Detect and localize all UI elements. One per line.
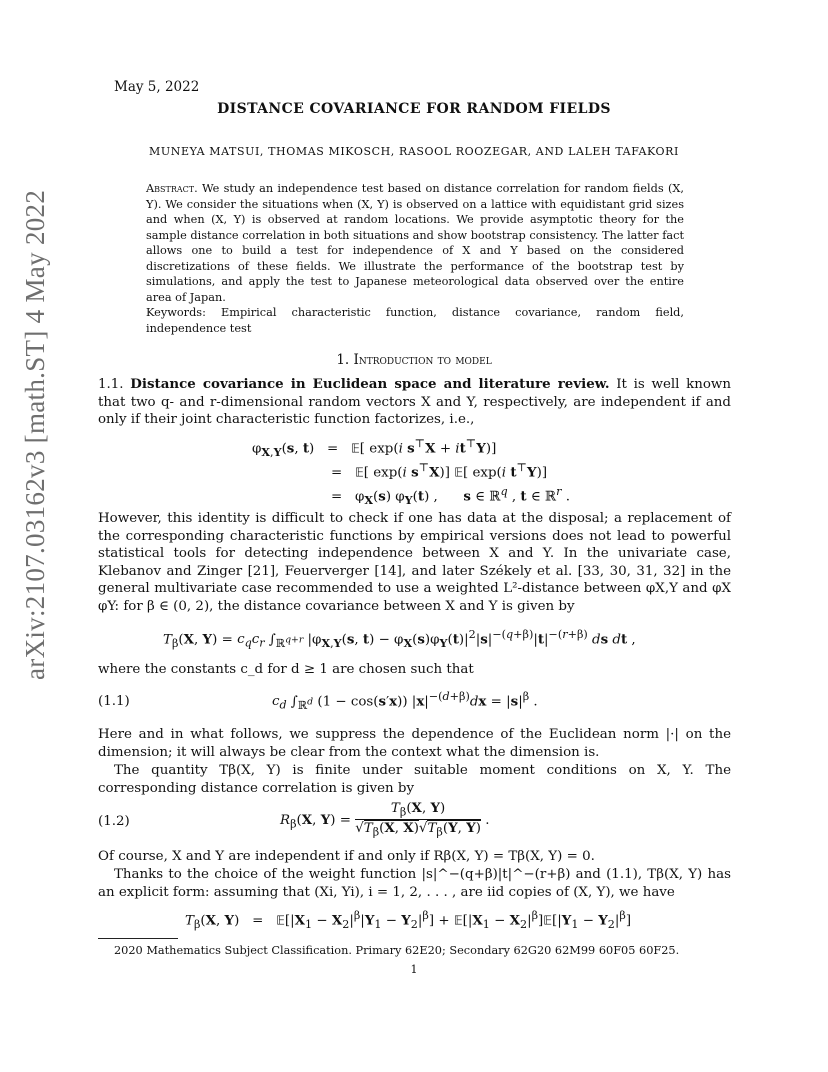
footnote-msc: 2020 Mathematics Subject Classification. Primary 62E20; Secondary 62G20 62M99 60F05 60F25. — [114, 944, 680, 957]
equation-1-1: $c_d$ $\int_{ℝ^d}$ (1 − cos(s′x)) $|x|^{-(d+\beta)}dx = |s|^\beta$ . — [272, 690, 538, 713]
arxiv-identifier: arXiv:2107.03162v3 [math.ST] 4 May 2022 — [20, 189, 50, 680]
subsection-lead-text: It is well known that two q- and r-dimensional random vectors X and Y, respectively, are independent if and only if their joint characteristic function factorizes, i.e., — [98, 377, 732, 427]
equation-number-1-2: (1.2) — [98, 814, 130, 829]
paragraph-distance-covariance-intro: However, this identity is difficult to check if one has data at the disposal; a replacement of the corresponding characteristic functions by empirical versions does not lead to powerful statistical tools for detecting independence between X and Y. In the univariate case, Klebanov and Zinger [21], Feuerverger [14], and later Székely et al. [33, 30, 31, 32] in the general multivariate case recommended to use a weighted L²-distance between φX,Y and φX φY: for β ∈ (0, 2), the distance covariance between X and Y is given by — [98, 511, 731, 614]
equation-1-2: $R_\beta(X$, Y) = $\frac{T_\beta(X, Y)}{√T_\beta(X, X)√T_\beta(Y, Y)}$ . — [280, 800, 490, 839]
where-text: where the constants c_d for d ≥ 1 are chosen such that — [98, 662, 474, 677]
abstract-label: Abstract. — [146, 182, 198, 195]
paper-title: DISTANCE COVARIANCE FOR RANDOM FIELDS — [217, 101, 611, 117]
paragraph-euclidean-norm: Here and in what follows, we suppress the dependence of the Euclidean norm |·| on the dimension; it will always be clear from the context what the dimension is. — [98, 727, 731, 760]
equation-cf-line-3: = $\varphi_X(s)$ $\varphi_Y(t)$ , s ∈ ℝ$^q$ , t ∈ ℝ$^r$ . — [331, 485, 570, 508]
abstract-text: We study an independence test based on distance correlation for random fields (X, Y). We consider the situations when (X, Y) is observed on a lattice with equidistant grid sizes and when (X, Y) is observed at random locations. We provide asymptotic theory for the sample distance correlation in both situations and show bootstrap consistency. The latter fact allows one to build a test for independence of X and Y based on the considered discretizations of these fields. We illustrate the performance of the bootstrap test by simulations, and apply the test to Japanese meteorological data observed over the entire area of Japan. — [146, 182, 684, 304]
paragraph-distance-correlation-intro: The quantity Tβ(X, Y) is finite under suitable moment conditions on X, Y. The corresponding distance correlation is given by — [98, 763, 731, 796]
subsection-title: Distance covariance in Euclidean space and literature review. — [130, 376, 610, 392]
section-title: Introduction to model — [353, 352, 492, 368]
section-heading: 1. Introduction to model — [336, 352, 492, 368]
equation-explicit-form: $T_\beta(X$, $Y) = 𝔼[|X_1 - X_2|^\beta|Y_1 - Y_2|^\beta]$ + $𝔼[|X_1$ − $X_2|^\beta]𝔼[|Y_1 - Y_2|^\beta]$ — [185, 909, 632, 932]
paragraph-independence-criterion: Of course, X and Y are independent if and only if Rβ(X, Y) = Tβ(X, Y) = 0. — [98, 849, 595, 864]
page-number: 1 — [410, 963, 418, 976]
paper-date: May 5, 2022 — [114, 79, 200, 95]
equation-distance-covariance: $T_\beta(X$, $Y) = c_qc_r$ $\int_{ℝ^{q+r}}$ $|\varphi_{X,Y}(s$, $t) - \varphi_X(s)\varphi_Y(t)|^2|s|^{-(q+\beta)}|t|^{-(r+\beta)}$ ds dt , — [163, 628, 636, 651]
equation-cf-line-1: $\varphi_{X,Y}(s$, t) = 𝔼[ exp(i s⊤X + it⊤Y)] — [252, 437, 497, 460]
abstract — [146, 181, 684, 336]
paper-authors: MUNEYA MATSUI, THOMAS MIKOSCH, RASOOL ROOZEGAR, AND LALEH TAFAKORI — [148, 145, 680, 158]
equation-number-1-1: (1.1) — [98, 694, 130, 709]
equation-cf-line-2: = 𝔼[ exp(i s⊤X)] 𝔼[ exp(i t⊤Y)] — [331, 461, 548, 481]
subsection-paragraph: 1.1. Distance covariance in Euclidean space and literature review. It is well known that two q- and r-dimensional random vectors X and Y, respectively, are independent if and only if their joint characteristic function factorizes, i.e., — [98, 376, 732, 427]
footnote-divider — [98, 938, 178, 939]
keywords: Keywords: Empirical characteristic function, distance covariance, random field, independence test — [146, 306, 684, 335]
paragraph-explicit-form: Thanks to the choice of the weight function |s|^−(q+β)|t|^−(r+β) and (1.1), Tβ(X, Y) has an explicit form: assuming that (Xi, Yi), i = 1, 2, . . . , are iid copies of (X, Y), we have — [98, 867, 731, 900]
